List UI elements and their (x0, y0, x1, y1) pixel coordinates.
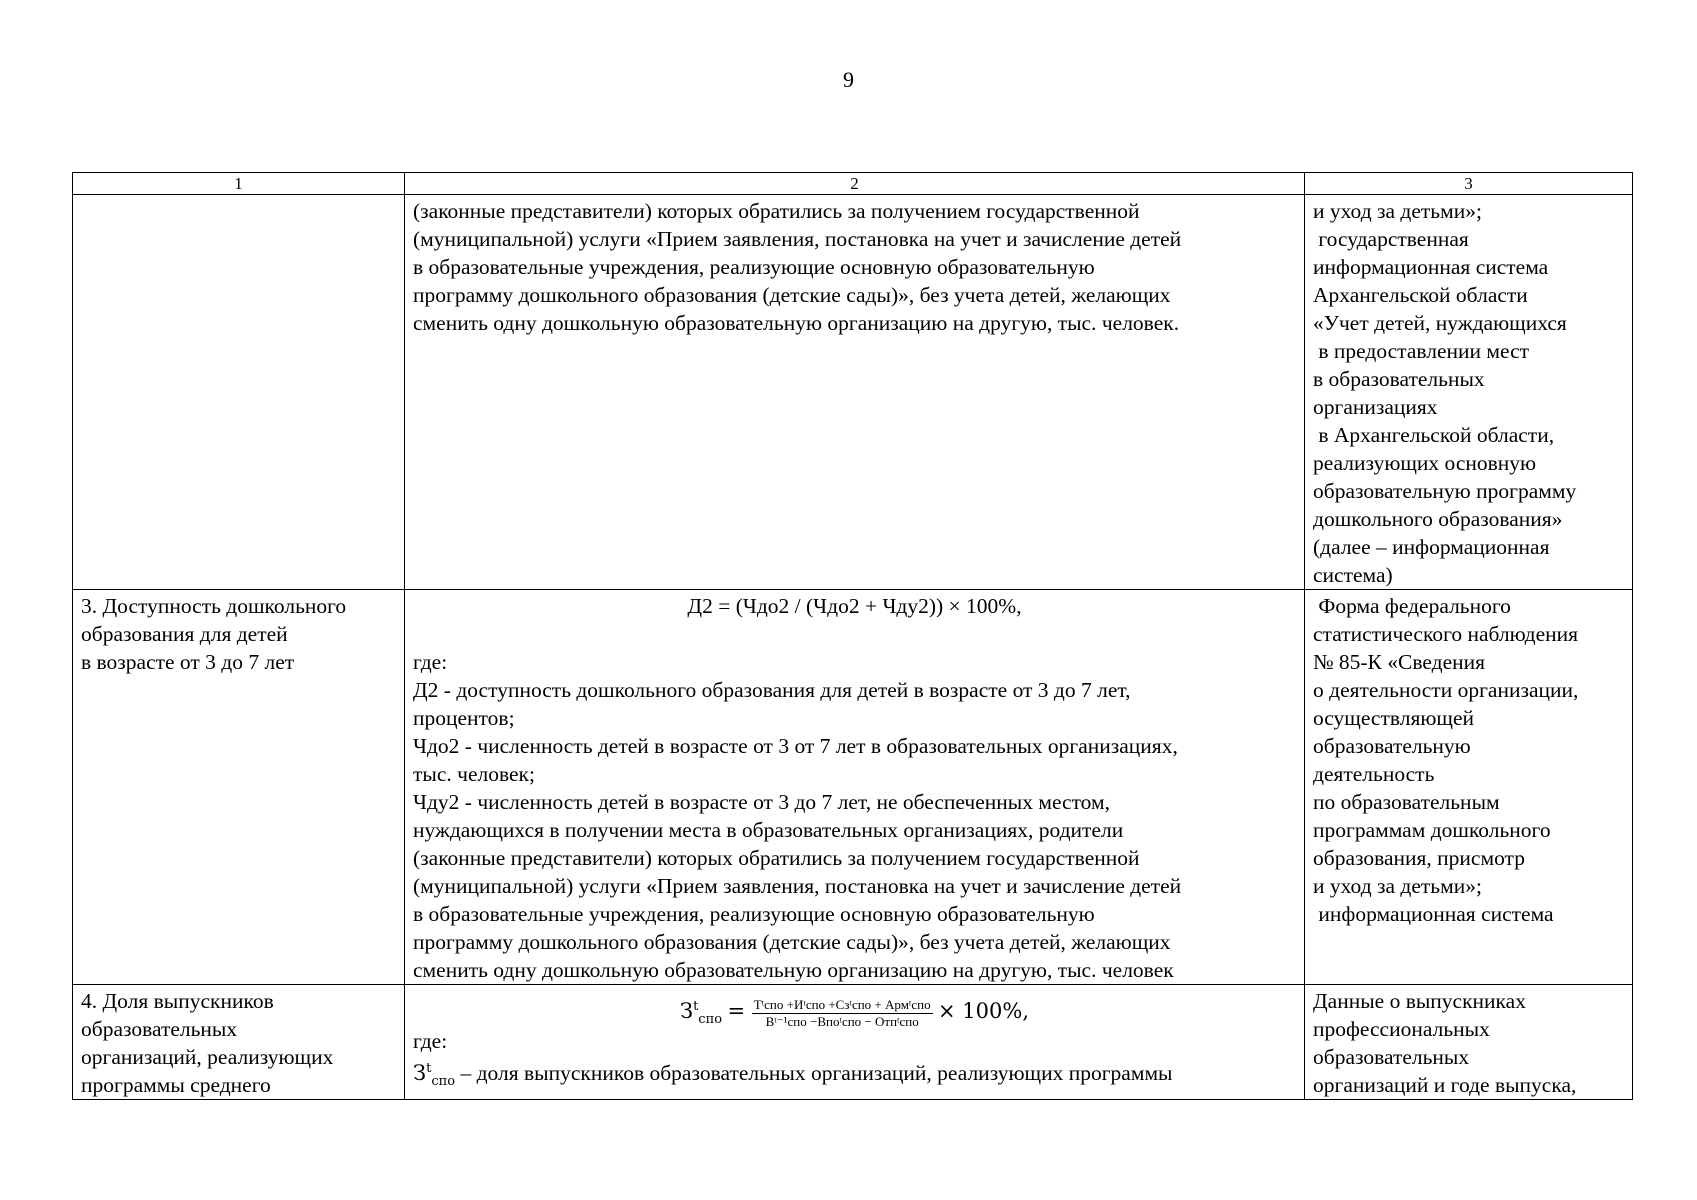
formula-equals: = (727, 999, 752, 1023)
text-line: тыс. человек; (413, 762, 535, 786)
header-col-1: 1 (73, 173, 405, 195)
text-line: система) (1313, 563, 1393, 587)
text-line: деятельность (1313, 762, 1435, 786)
table-row (73, 985, 1633, 1100)
text-line: Форма федерального (1313, 594, 1511, 618)
formula-numerator: Тᵗспо +Иᵗспо +Сзᵗспо + Армᵗспо (753, 996, 931, 1012)
text-line: программу дошкольного образования (детские сады)», без учета детей, желающих (413, 930, 1171, 954)
text-line: сменить одну дошкольную образовательную организацию на другую, тыс. человек. (413, 311, 1180, 335)
page-number: 9 (843, 67, 854, 92)
row2-col2-cell (405, 590, 1305, 985)
formula-z-spo (413, 987, 1296, 1027)
text-line: и уход за детьми»; (1313, 874, 1482, 898)
text-line: реализующих основную (1313, 451, 1537, 475)
row2-col3-cell (1305, 590, 1633, 985)
text-line: Данные о выпускниках (1313, 989, 1526, 1013)
text-line: «Учет детей, нуждающихся (1313, 311, 1567, 335)
formula-lhs-sup: t (693, 999, 699, 1014)
text-line: статистического наблюдения (1313, 622, 1579, 646)
table-row (73, 195, 1633, 590)
text-line: в Архангельской области, (1313, 423, 1555, 447)
text-line: информационная система (1313, 255, 1549, 279)
text-line: дошкольного образования» (1313, 507, 1563, 531)
text-line: и уход за детьми»; (1313, 199, 1482, 223)
text-line: образовательную программу (1313, 479, 1577, 503)
z-symbol-letter: З (413, 1061, 427, 1085)
text-line: образования для детей (81, 622, 288, 646)
text-line: в образовательных (1313, 367, 1485, 391)
table-header-row (73, 173, 1633, 195)
formula-rhs: × 100%, (938, 999, 1030, 1023)
text-line (413, 1055, 1296, 1096)
row2-col1-cell (73, 590, 405, 985)
text-line: (законные представители) которых обратились за получением государственной (413, 199, 1140, 223)
text-line: (законные представители) которых обратились за получением государственной (413, 846, 1140, 870)
text-line: программам дошкольного (1313, 818, 1551, 842)
row3-col1-cell (73, 985, 405, 1100)
text-line: программу дошкольного образования (детские сады)», без учета детей, желающих (413, 283, 1171, 307)
text-line: в предоставлении мест (1313, 339, 1530, 363)
text-line: № 85-К «Сведения (1313, 650, 1486, 674)
header-col-2: 2 (405, 173, 1305, 195)
text-line: в образовательные учреждения, реализующие основную образовательную (413, 902, 1095, 926)
text-line: организаций, реализующих (81, 1045, 334, 1069)
header-col-3: 3 (1305, 173, 1633, 195)
text-line: осуществляющей (1313, 706, 1475, 730)
z-symbol-sub: спо (431, 1074, 456, 1090)
text-line: (муниципальной) услуги «Прием заявления, постановка на учет и зачисление детей (413, 227, 1182, 251)
formula-denominator: Вᵗ⁻¹спо −Впоᵗспо − Отпᵗспо (765, 1013, 919, 1029)
text-line: образовательную (1313, 734, 1471, 758)
text-line: Чдо2 - численность детей в возрасте от 3 от 7 лет в образовательных организациях, (413, 734, 1178, 758)
spacer (413, 620, 1296, 648)
text-line: нуждающихся в получении места в образовательных организациях, родители (413, 818, 1124, 842)
row1-col3-cell (1305, 195, 1633, 590)
formula-lhs-letter: З (679, 999, 694, 1023)
formula-lhs-sub: спо (698, 1012, 723, 1028)
text-line: государственная (1313, 227, 1469, 251)
text-line: образовательных (81, 1017, 238, 1041)
table-row (73, 590, 1633, 985)
text-line: (муниципальной) услуги «Прием заявления, постановка на учет и зачисление детей (413, 874, 1182, 898)
text-line: в возрасте от 3 до 7 лет (81, 650, 295, 674)
text-line: Архангельской области (1313, 283, 1528, 307)
text-line: по образовательным (1313, 790, 1500, 814)
text-line: (далее – информационная (1313, 535, 1550, 559)
formula-lhs (679, 999, 723, 1028)
row1-col1-cell (73, 195, 405, 590)
text-line: информационная система (1313, 902, 1554, 926)
text-line: 4. Доля выпускников (81, 989, 274, 1013)
formula-fraction (752, 997, 933, 1030)
text-line: Чду2 - численность детей в возрасте от 3 до 7 лет, не обеспеченных местом, (413, 790, 1111, 814)
definition-text: – доля выпускников образовательных организаций, реализующих программы (455, 1061, 1173, 1085)
text-line: образования, присмотр (1313, 846, 1525, 870)
text-line: программы среднего (81, 1073, 271, 1097)
text-line: профессиональных (1313, 1017, 1490, 1041)
text-line: где: (413, 1029, 448, 1053)
row3-col2-cell (405, 985, 1305, 1100)
z-symbol-sup: t (426, 1061, 432, 1076)
indicators-table (72, 172, 1633, 1100)
text-line: где: (413, 650, 448, 674)
row1-col2-cell (405, 195, 1305, 590)
text-line: Д2 - доступность дошкольного образования для детей в возрасте от 3 до 7 лет, (413, 678, 1131, 702)
text-line: образовательных (1313, 1045, 1470, 1069)
text-line: процентов; (413, 706, 515, 730)
z-spo-symbol (413, 1061, 456, 1090)
text-line: организациях (1313, 395, 1438, 419)
text-line: о деятельности организации, (1313, 678, 1579, 702)
text-line: организаций и годе выпуска, (1313, 1073, 1577, 1097)
formula-d2: Д2 = (Чдо2 / (Чдо2 + Чду2)) × 100%, (687, 594, 1022, 618)
row3-col3-cell (1305, 985, 1633, 1100)
text-line: сменить одну дошкольную образовательную организацию на другую, тыс. человек (413, 958, 1174, 982)
text-line: в образовательные учреждения, реализующие основную образовательную (413, 255, 1095, 279)
text-line: 3. Доступность дошкольного (81, 594, 347, 618)
